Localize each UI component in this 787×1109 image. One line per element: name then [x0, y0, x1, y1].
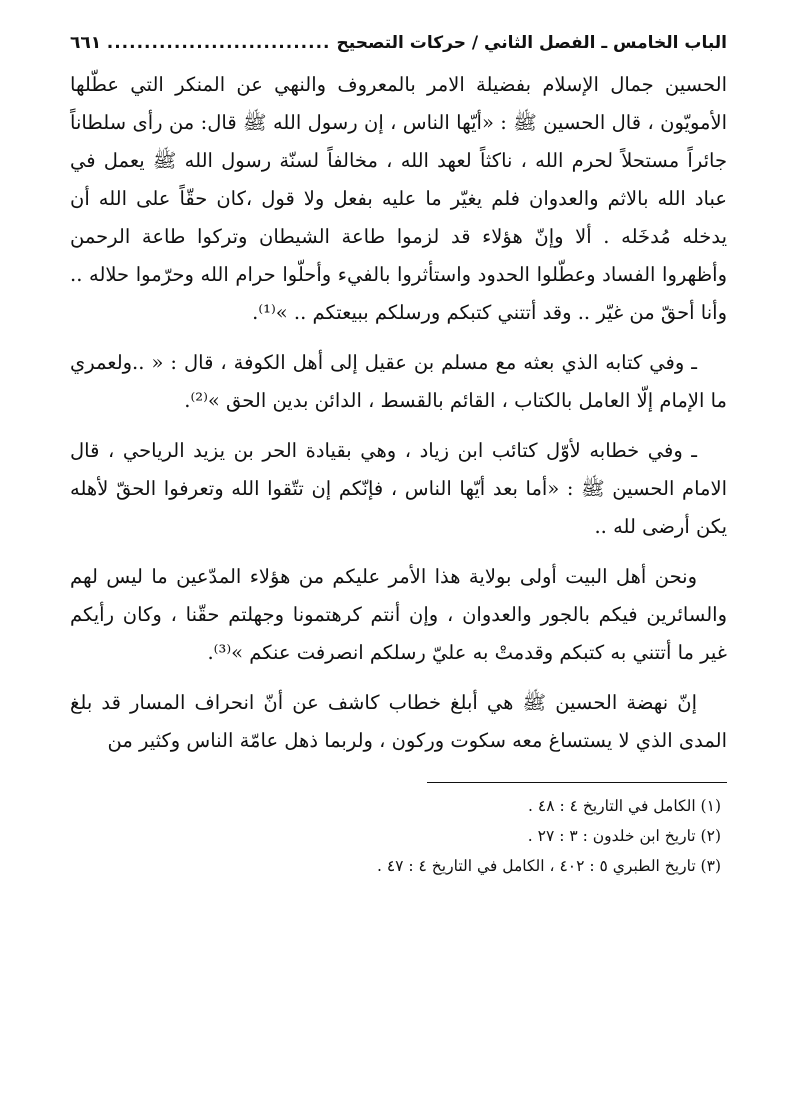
paragraph-1: الحسين جمال الإسلام بفضيلة الامر بالمعروف والنهي عن المنكر التي عطّلها الأمويّون ، قال الحسين ﷺ : «أيّها الناس ، إن رسول الله ﷺ قال: من رأى سلطاناً جائراً مستحلاً لحرم الله ، ناكثاً لعهد الله ، مخالفاً لسنّة رسول الله ﷺ يعمل في عباد الله بالاثم والعدوان فلم يغيّر ما عليه بفعل ولا قول ،كان حقّاً على الله أن يدخله مُدخَله . ألا وإنّ هؤلاء قد لزموا طاعة الشيطان وتركوا طاعة الرحمن وأظهروا الفساد وعطّلوا الحدود واستأثروا بالفيء وأحلّوا حرام الله وحرّموا حلاله .. وأنا أحقّ من غيّر .. وقد أتتني كتبكم ورسلكم ببيعتكم .. »⁽¹⁾.: [70, 73, 727, 324]
footnote-2: (٢) تاريخ ابن خلدون : ٣ : ٢٧ .: [527, 827, 721, 845]
footnote-3: (٣) تاريخ الطبري ٥ : ٤٠٢ ، الكامل في التاريخ ٤ : ٤٧ .: [376, 857, 721, 875]
page-number: ٦٦١: [70, 33, 102, 53]
paragraph-5: إنّ نهضة الحسين ﷺ هي أبلغ خطاب كاشف عن أنّ انحراف المسار قد بلغ المدى الذي لا يستساغ معه سكوت وركون ، ولربما ذهل عامّة الناس وكثير من: [70, 691, 727, 752]
paragraph-2: ـ وفي كتابه الذي بعثه مع مسلم بن عقيل إلى أهل الكوفة ، قال : « ..ولعمري ما الإمام إلّا العامل بالكتاب ، القائم بالقسط ، الدائن بدين الحق »⁽²⁾.: [70, 351, 727, 412]
running-head: [70, 28, 727, 58]
footnotes: [70, 791, 727, 881]
main-text: [70, 66, 727, 760]
footnote-1: (١) الكامل في التاريخ ٤ : ٤٨ .: [528, 797, 721, 815]
footnote-divider: [427, 782, 727, 783]
chapter-title: الباب الخامس ـ الفصل الثاني / حركات التصحيح: [336, 33, 727, 53]
paragraph-3: ـ وفي خطابه لأوّل كتائب ابن زياد ، وهي بقيادة الحر بن يزيد الرياحي ، قال الامام الحسين ﷺ : «أما بعد أيّها الناس ، فإنّكم إن تتّقوا الله وتعرفوا الحقّ لأهله يكن أرضى لله ..: [70, 439, 727, 538]
leader-dots: [107, 28, 330, 58]
paragraph-4: ونحن أهل البيت أولى بولاية هذا الأمر عليكم من هؤلاء المدّعين ما ليس لهم والسائرين فيكم بالجور والعدوان ، وإن أنتم كرهتمونا وجهلتم حقّنا ، وكان رأيكم غير ما أتتني به كتبكم وقدمتْ به عليّ رسلكم انصرفت عنكم »⁽³⁾.: [70, 565, 727, 664]
book-page: [70, 28, 727, 1089]
